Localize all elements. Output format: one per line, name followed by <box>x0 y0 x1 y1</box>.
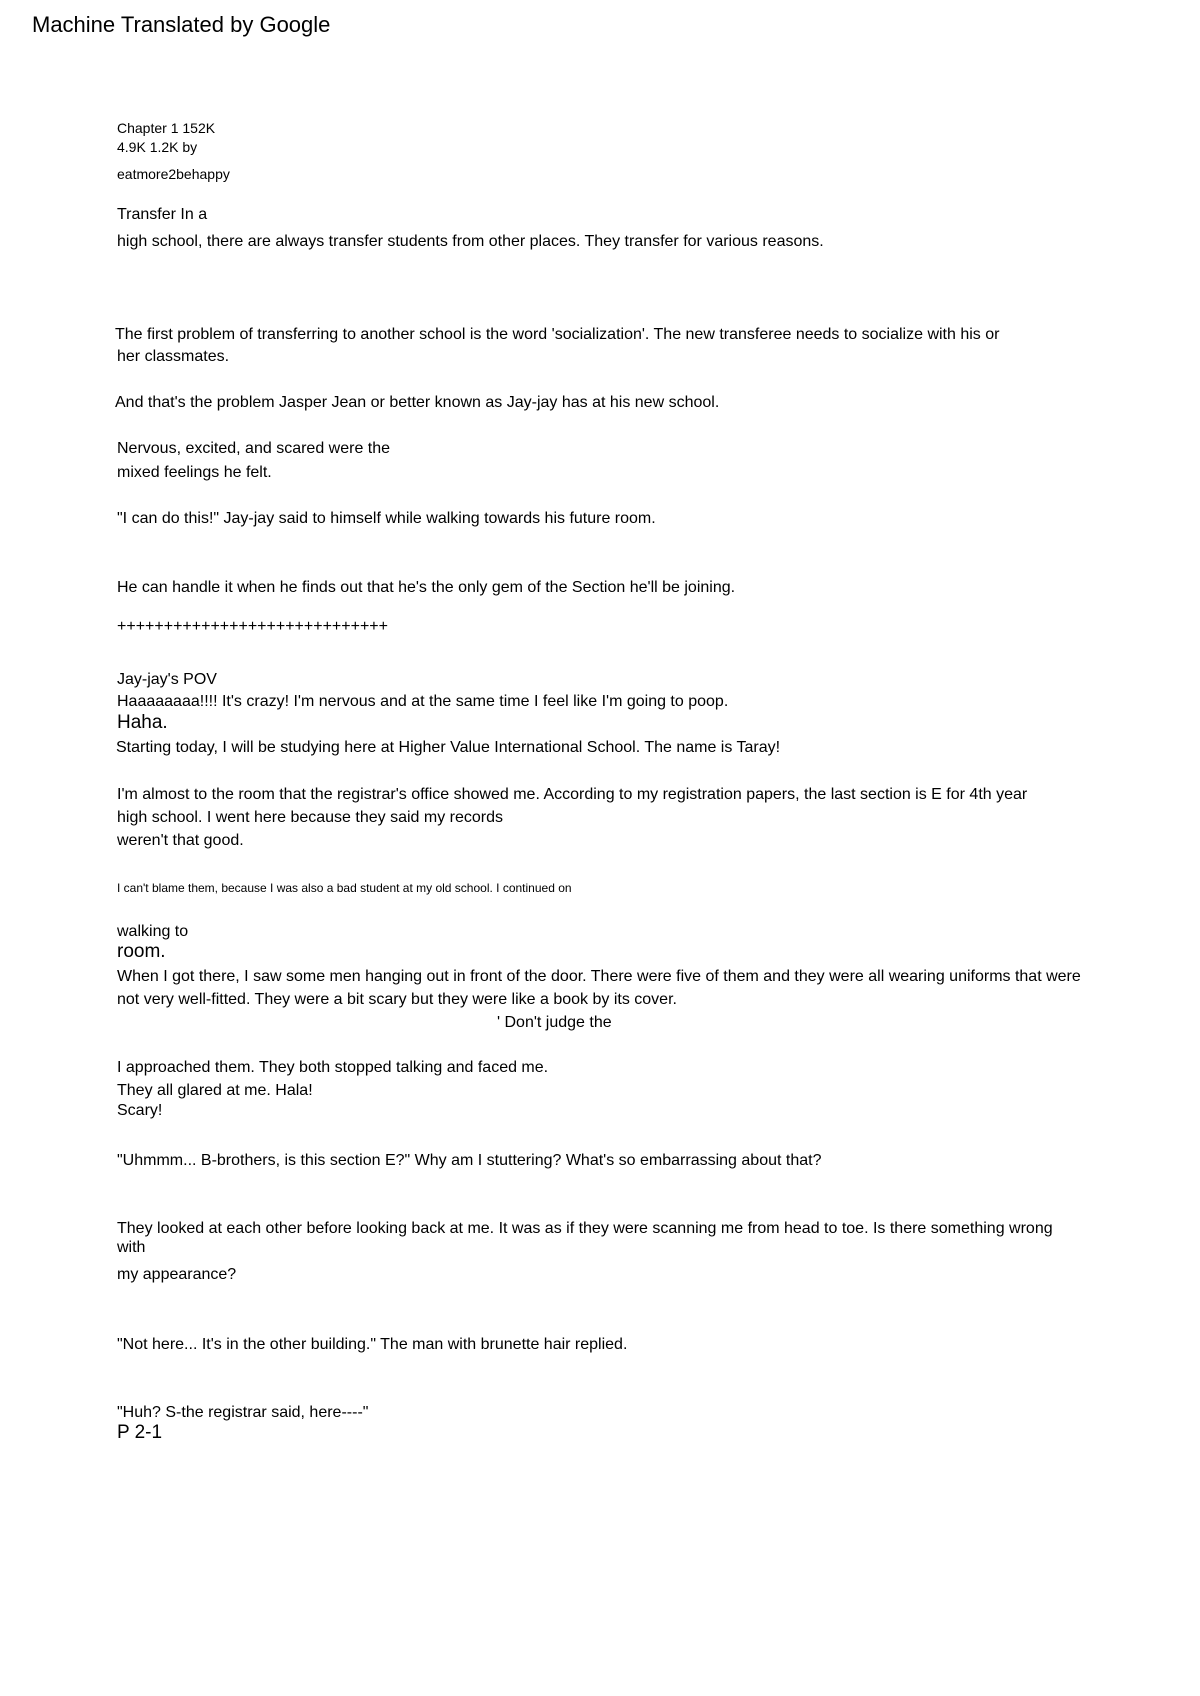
section-divider: +++++++++++++++++++++++++++++ <box>117 618 388 635</box>
body-line: not very well-fitted. They were a bit scary but they were like a book by its cover. <box>117 991 677 1008</box>
body-line: Nervous, excited, and scared were the <box>117 440 391 457</box>
body-line: my appearance? <box>117 1266 237 1283</box>
body-line: Jay-jay's POV <box>117 671 217 688</box>
body-line: high school. I went here because they said my records <box>117 809 503 826</box>
chapter-stats-line: Chapter 1 152K <box>117 120 216 136</box>
body-line: Scary! <box>117 1102 163 1119</box>
body-line: ' Don't judge the <box>497 1014 612 1031</box>
body-line: I'm almost to the room that the registrar's office showed me. According to my registration papers, the last section is E for 4th year <box>117 786 1028 803</box>
body-line: walking to <box>117 923 189 940</box>
body-line: They all glared at me. Hala! <box>117 1082 313 1099</box>
body-line: "Uhmmm... B-brothers, is this section E?" Why am I stuttering? What's so embarrassing about that? <box>117 1152 822 1169</box>
body-line: "Huh? S-the registrar said, here----" <box>117 1404 369 1421</box>
body-line: Haha. <box>117 712 168 733</box>
author-name: eatmore2behappy <box>117 166 230 182</box>
body-line: When I got there, I saw some men hanging out in front of the door. There were five of them and they were all wearing uniforms that were <box>117 968 1081 985</box>
body-line: with <box>117 1239 146 1256</box>
body-line: I can't blame them, because I was also a bad student at my old school. I continued on <box>117 881 572 895</box>
body-line: Transfer In a <box>117 206 208 223</box>
body-line: He can handle it when he finds out that he's the only gem of the Section he'll be joining. <box>117 579 736 596</box>
body-line: her classmates. <box>117 348 230 365</box>
body-line: Starting today, I will be studying here at Higher Value International School. The name is Taray! <box>116 739 781 756</box>
body-line: Haaaaaaaa!!!! It's crazy! I'm nervous and at the same time I feel like I'm going to poop. <box>117 693 729 710</box>
body-line: high school, there are always transfer students from other places. They transfer for various reasons. <box>117 233 824 250</box>
body-line: room. <box>117 941 166 962</box>
body-line: weren't that good. <box>117 832 244 849</box>
body-line: They looked at each other before looking back at me. It was as if they were scanning me from head to toe. Is there something wrong <box>117 1220 1053 1237</box>
page-number: P 2-1 <box>117 1422 163 1443</box>
body-line: The first problem of transferring to another school is the word 'socialization'. The new transferee needs to socialize with his or <box>115 326 1000 343</box>
body-line: mixed feelings he felt. <box>117 464 272 481</box>
body-line: I approached them. They both stopped talking and faced me. <box>117 1059 549 1076</box>
chapter-stats-line: 4.9K 1.2K by <box>117 139 198 155</box>
translation-header: Machine Translated by Google <box>32 12 331 37</box>
body-line: "I can do this!" Jay-jay said to himself while walking towards his future room. <box>117 510 656 527</box>
body-line: And that's the problem Jasper Jean or better known as Jay-jay has at his new school. <box>115 394 720 411</box>
body-line: "Not here... It's in the other building." The man with brunette hair replied. <box>117 1336 628 1353</box>
